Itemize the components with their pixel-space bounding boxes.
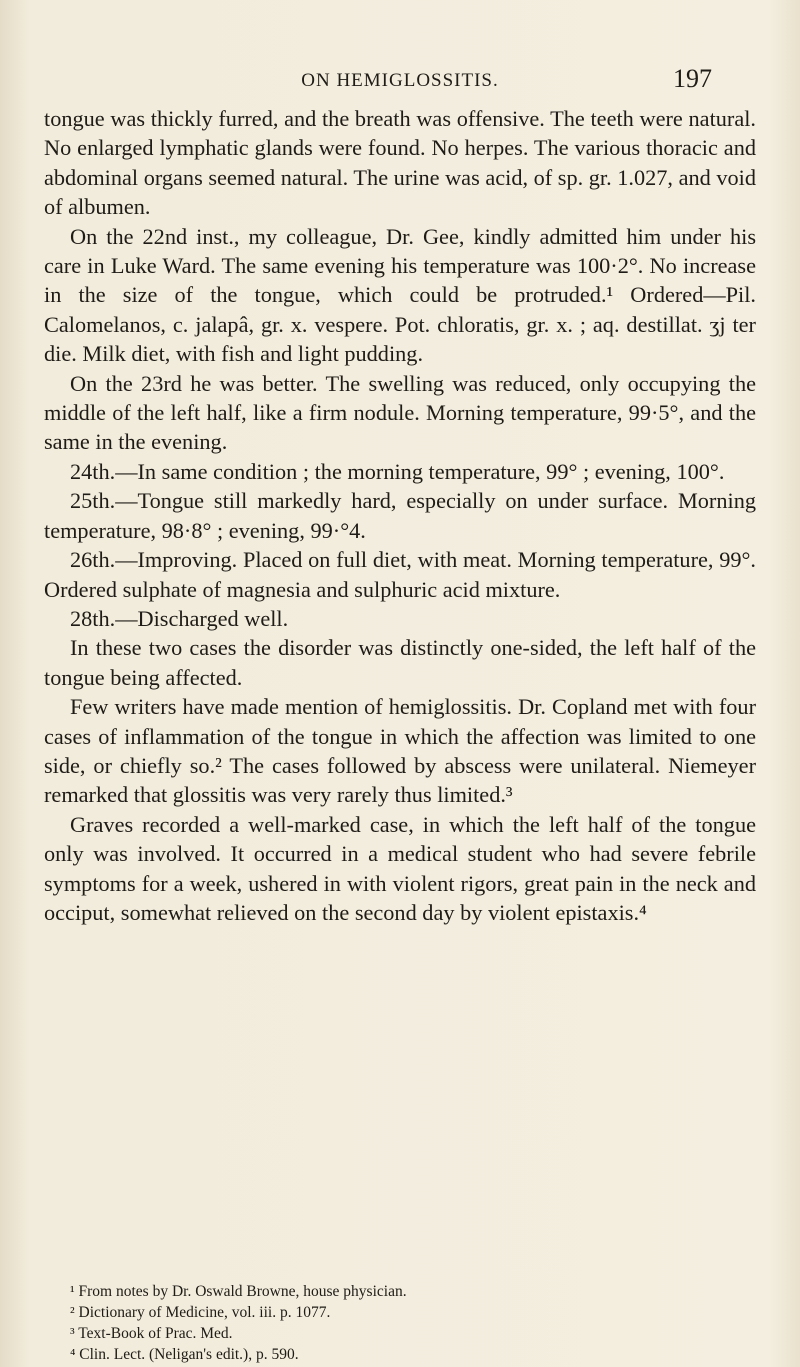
paragraph: Graves recorded a well-marked case, in which the left half of the tongue only was involved. It occurred in a medical student who had severe febrile symptoms for a week, ushered in with violent rigors, great pain in the neck and occiput, somewhat relieved on the second day by violent epistaxis.⁴ <box>44 811 756 925</box>
paragraph: tongue was thickly furred, and the breath was offensive. The teeth were natural. No enlarged lymphatic glands were found. No herpes. The various thoracic and abdominal organs seemed natural. The urine was acid, of sp. gr. 1.027, and void of albumen. <box>44 106 756 220</box>
page-header <box>0 62 800 102</box>
paragraph: On the 22nd inst., my colleague, Dr. Gee, kindly admitted him under his care in Luke Ward. The same evening his temperature was 100·2°. No increase in the size of the tongue, which could be protruded.¹ Ordered—Pil. Calomelanos, c. jalapâ, gr. x. vespere. Pot. chloratis, gr. x. ; aq. destillat. ʒj ter die. Milk diet, with fish and light pudding. <box>44 223 756 367</box>
footnote: ² Dictionary of Medicine, vol. iii. p. 1077. <box>70 1304 331 1321</box>
running-head: ON HEMIGLOSSITIS. <box>301 70 499 91</box>
paragraph: On the 23rd he was better. The swelling was reduced, only occupying the middle of the left half, like a firm nodule. Morning temperature, 99·5°, and the same in the evening. <box>44 370 756 455</box>
footnotes <box>44 1281 756 1365</box>
paragraph: 28th.—Discharged well. <box>70 605 289 631</box>
paragraph: Few writers have made mention of hemiglossitis. Dr. Copland met with four cases of inflammation of the tongue in which the affection was limited to one side, or chiefly so.² The cases followed by abscess were unilateral. Niemeyer remarked that glossitis was very rarely thus limited.³ <box>44 694 756 808</box>
paragraph: 24th.—In same condition ; the morning temperature, 99° ; evening, 100°. <box>70 458 725 484</box>
footnote: ³ Text-Book of Prac. Med. <box>70 1325 233 1342</box>
paragraph: In these two cases the disorder was distinctly one-sided, the left half of the tongue being affected. <box>44 635 756 690</box>
page-number: 197 <box>673 64 712 93</box>
footnote: ⁴ Clin. Lect. (Neligan's edit.), p. 590. <box>70 1346 299 1363</box>
footnote: ¹ From notes by Dr. Oswald Browne, house physician. <box>70 1283 407 1300</box>
paragraph: 25th.—Tongue still markedly hard, especially on under surface. Morning temperature, 98·8° ; evening, 99·°4. <box>44 488 756 543</box>
paragraph: 26th.—Improving. Placed on full diet, with meat. Morning temperature, 99°. Ordered sulphate of magnesia and sulphuric acid mixture. <box>44 547 756 602</box>
body-text <box>44 104 756 927</box>
